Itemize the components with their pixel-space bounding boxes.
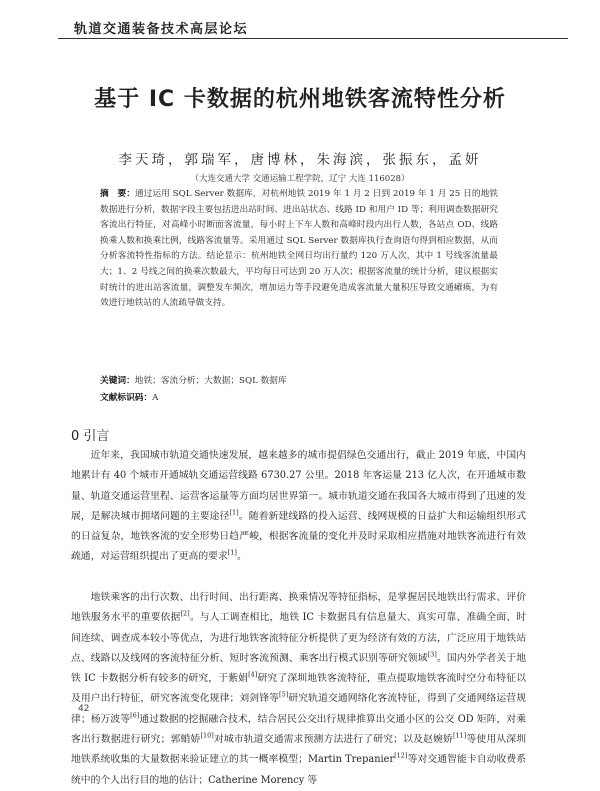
citation-ref[interactable]: [11] bbox=[452, 731, 467, 740]
paragraph-text: 近年来，我国城市轨道交通快速发展，越来越多的城市提倡绿色交通出行，截止 2019 年底，中国内地累计有 40 个城市开通城轨交通运营线路 6730.27 公里。2018 年客运量 213 亿人次，在开通城市数量、轨道交通运营里程、运营客运量等方面均居世界第一。城市轨道交通在我国各大城市得到了迅速的发展，是解决城市拥堵问题的主要途径 bbox=[71, 450, 526, 522]
paragraph-text: 等使用从深圳地铁系统收集的大量数据来验证建立的其一概率模型；Martin Trepanier bbox=[71, 734, 527, 766]
paragraph-text: 地铁乘客的出行次数、出行时间、出行距离、换乘情况等特征指标，是掌握居民地铁出行需求、评价地铁服务水平的重要依据 bbox=[71, 592, 526, 624]
citation-ref[interactable]: [6] bbox=[130, 711, 140, 720]
abstract-label: 摘 要： bbox=[100, 189, 135, 199]
page-number: 42 bbox=[78, 704, 90, 714]
body-paragraph-2 bbox=[71, 588, 526, 791]
header-rule bbox=[58, 38, 568, 39]
paper-title: 基于 IC 卡数据的杭州地铁客流特性分析 bbox=[94, 87, 506, 112]
citation-ref[interactable]: [2] bbox=[180, 610, 190, 619]
citation-ref[interactable]: [1] bbox=[227, 549, 237, 558]
keywords-label: 关键词： bbox=[100, 376, 135, 386]
paragraph-text: 。与人工调查相比，地铁 IC 卡数据具有信息量大、真实可靠、准确全面、时间连续、调查成本较小等优点，为进行地铁客流特征分析提供了更为经济有效的方法，广泛应用于地铁站点、线路以及线网的客流特征分析、短时客流预测、乘客出行模式识别等研究领域 bbox=[71, 612, 527, 664]
citation-ref[interactable]: [10] bbox=[200, 731, 214, 740]
document-code bbox=[100, 391, 498, 403]
paragraph-text: 。 bbox=[236, 551, 247, 563]
body-paragraph-1 bbox=[71, 446, 526, 568]
keywords-text: 地铁；客流分析；大数据；SQL 数据库 bbox=[134, 376, 287, 386]
citation-ref[interactable]: [3] bbox=[427, 650, 437, 659]
paragraph-text: 研究了深圳地铁客流特征，重点提取地铁客流时空分布特征以及用户出行特征，研究客流变化规律；刘剑锋等 bbox=[71, 673, 526, 705]
paragraph-text: 通过数据的挖掘融合技术，结合居民公交出行规律推算出交通小区的公交 OD 矩阵，对乘客出行数据进行研究；郭蛸娇 bbox=[71, 713, 526, 746]
section-heading-introduction: 0 引言 bbox=[71, 429, 110, 444]
citation-ref[interactable]: [5] bbox=[279, 691, 289, 700]
affiliation: （大连交通大学 交通运输工程学院，辽宁 大连 116028） bbox=[190, 174, 410, 184]
journal-name: 轨道交通装备技术高层论坛 bbox=[74, 22, 249, 37]
paragraph-text: 。随着新建线路的投入运营、线网规模的日益扩大和运输组织形式的日益复杂，地铁客流的安全形势日趋严峻，根据客流量的变化并及时采取相应措施对地铁客流进行有效疏通，对运营组织提出了更高的要求 bbox=[71, 510, 526, 563]
citation-ref[interactable]: [1] bbox=[229, 508, 239, 517]
citation-ref[interactable]: [12] bbox=[394, 752, 408, 761]
paragraph-text: 等对交通智能卡自动收费系统中的个人出行目的地的估计；Catherine Morency 等 bbox=[71, 754, 526, 786]
document-code-label: 文献标识码： bbox=[100, 393, 153, 403]
citation-ref[interactable]: [4] bbox=[248, 670, 258, 679]
paragraph-text: 对城市轨道交通需求预测方法进行了研究；以及赵婉娇 bbox=[213, 734, 453, 746]
running-head bbox=[0, 0, 600, 40]
abstract-text: 通过运用 SQL Server 数据库，对杭州地铁 2019 年 1 月 2 日到 2019 年 1 月 25 日的地铁数据进行分析，数据字段主要包括进出站时间、进出站状态、线路 ID 和用户 ID 等；利用调查数据研究客流出行特征，对高峰小时断面客流量，每小时上下车人数和高峰时段内出行人数，各站点 OD、线路换乘人数和换乘比例，线路客流量等。采用通过 SQL Server 数据库执行查询语句得到相应数据，从而分析客流特性指标的方法。结论显示：杭州地铁全网日均出行量约 120 万人次，其中 1 号线客流量最大；1、2 号线之间的换乘次数最大，平均每日可达到 20 万人次；根据客流量的统计分析，建议根据实时统计的进出站客流量，调整发车频次，增加运力等手段避免造成客流量大量积压导致交通瘫痪，为有效进行地铁站的人流疏导做支持。 bbox=[100, 189, 498, 309]
document-code-value: A bbox=[152, 393, 159, 403]
paragraph-text: 。国内外学者关于地铁 IC 卡数据分析有较多的研究，于紫娟 bbox=[71, 652, 526, 685]
abstract bbox=[100, 187, 498, 312]
keywords bbox=[100, 374, 498, 386]
paragraph-text: 研究轨道交通网络化客流特征，得到了交通网络运营规律；杨万波等 bbox=[71, 693, 526, 725]
author-list: 李天琦，郭瑞军，唐博林，朱海滨，张振东，孟妍 bbox=[118, 152, 482, 168]
